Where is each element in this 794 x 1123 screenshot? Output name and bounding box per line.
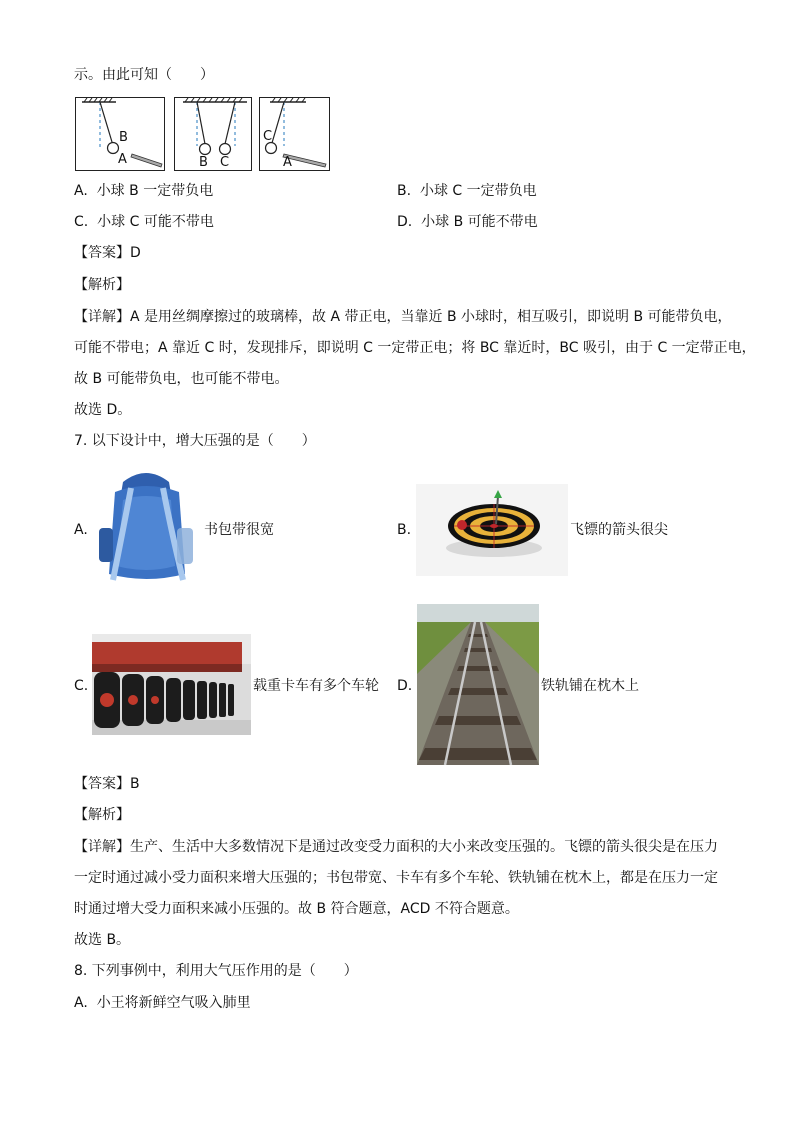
dartboard-image xyxy=(416,484,568,576)
q6-detail-line-3: 故 B 可能带负电，也可能不带电。 xyxy=(74,371,289,387)
q7-answer: 【答案】B xyxy=(74,776,140,792)
q8-stem: 8. 下列事例中，利用大气压作用的是（ ） xyxy=(74,963,358,979)
q7-detail-line-3: 时通过增大受力面积来减小压强的。故 B 符合题意，ACD 不符合题意。 xyxy=(74,901,519,917)
q7-option-b-caption: 飞镖的箭头很尖 xyxy=(570,522,668,538)
q6-option-c: C. 小球 C 可能不带电 xyxy=(74,214,214,230)
fig2-label-c: C xyxy=(220,155,230,170)
q7-option-d-caption: 铁轨铺在枕木上 xyxy=(541,678,639,694)
q7-option-c-caption: 载重卡车有多个车轮 xyxy=(253,678,379,694)
q6-figure-2 xyxy=(174,97,252,171)
q6-option-a: A. 小球 B 一定带负电 xyxy=(74,183,214,199)
q6-figure-3 xyxy=(259,97,330,171)
q6-figure-1 xyxy=(75,97,165,171)
q7-conclusion: 故选 B。 xyxy=(74,932,131,948)
railway-image xyxy=(417,604,539,765)
figure-2-drawing xyxy=(175,98,251,170)
fig2-label-b: B xyxy=(199,155,208,170)
q7-option-a-letter: A. xyxy=(74,522,88,538)
q7-analysis-heading: 【解析】 xyxy=(74,807,130,823)
truck-wheels-image xyxy=(92,634,251,735)
q7-option-a-caption: 书包带很宽 xyxy=(204,522,274,538)
q6-analysis-heading: 【解析】 xyxy=(74,277,130,293)
fig1-label-a: A xyxy=(118,152,127,167)
q7-detail-line-2: 一定时通过减小受力面积来增大压强的；书包带宽、卡车有多个车轮、铁轨铺在枕木上，都是在压力一定 xyxy=(74,870,718,886)
backpack-image xyxy=(93,470,200,584)
q7-option-d-letter: D. xyxy=(397,678,413,694)
q6-answer: 【答案】D xyxy=(74,245,141,261)
q6-conclusion: 故选 D。 xyxy=(74,402,132,418)
q7-option-b-letter: B. xyxy=(397,522,412,538)
q6-stem-tail: 示。由此可知（ ） xyxy=(74,67,214,83)
fig3-label-a: A xyxy=(283,155,292,170)
q6-detail-line-2: 可能不带电；A 靠近 C 时，发现排斥，即说明 C 一定带正电；将 BC 靠近时，BC 吸引，由于 C 一定带正电， xyxy=(74,340,756,356)
q8-option-a: A. 小王将新鲜空气吸入肺里 xyxy=(74,995,251,1011)
q6-detail-line-1: 【详解】A 是用丝绸摩擦过的玻璃棒，故 A 带正电，当靠近 B 小球时，相互吸引，即说明 B 可能带负电， xyxy=(74,309,732,325)
q6-option-b: B. 小球 C 一定带负电 xyxy=(397,183,537,199)
q6-option-d: D. 小球 B 可能不带电 xyxy=(397,214,538,230)
q7-stem: 7. 以下设计中，增大压强的是（ ） xyxy=(74,433,316,449)
q7-option-c-letter: C. xyxy=(74,678,89,694)
fig1-label-b: B xyxy=(119,130,128,145)
q7-detail-line-1: 【详解】生产、生活中大多数情况下是通过改变受力面积的大小来改变压强的。飞镖的箭头很尖是在压力 xyxy=(74,839,718,855)
fig3-label-c: C xyxy=(263,129,273,144)
